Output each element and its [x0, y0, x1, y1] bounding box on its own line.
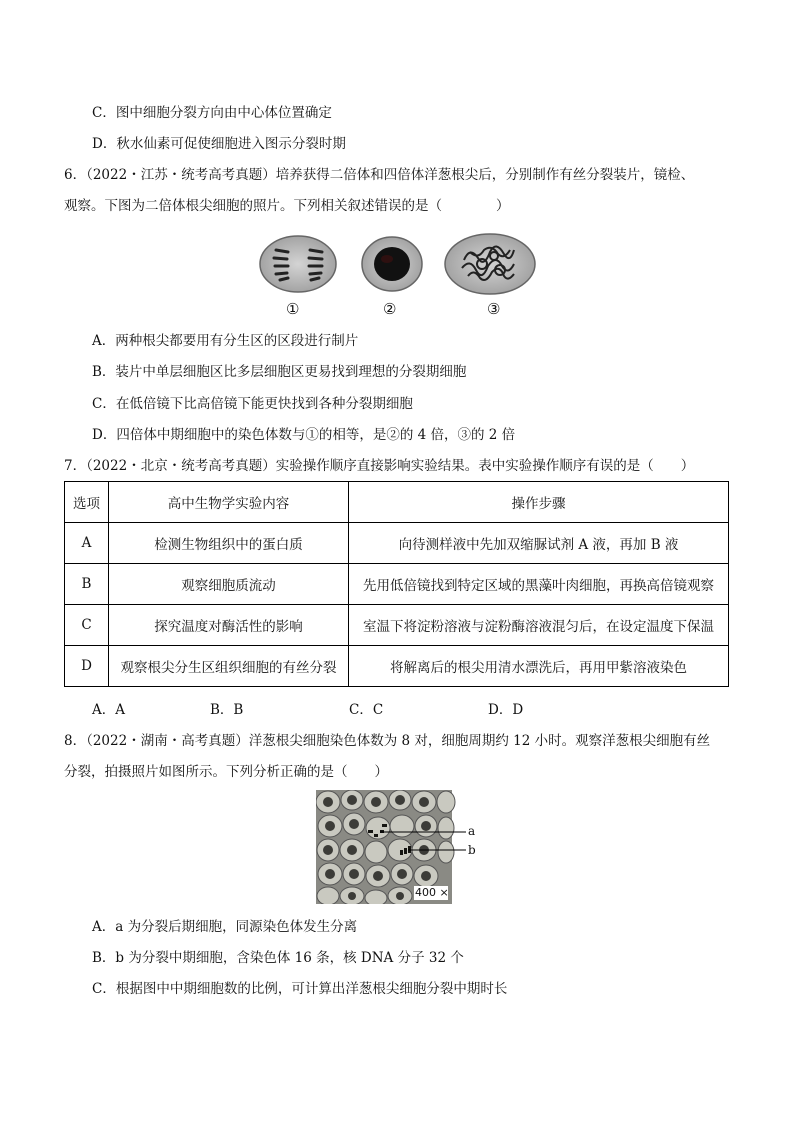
table-cell: 观察细胞质流动	[109, 564, 349, 605]
q8-option-c: C．根据图中中期细胞数的比例，可计算出洋葱根尖细胞分裂中期时长	[92, 981, 508, 997]
q6-option-d: D．四倍体中期细胞中的染色体数与①的相等，是②的 4 倍，③的 2 倍	[92, 427, 516, 443]
q8-onion-root-micrograph	[316, 790, 482, 904]
table-cell: 观察根尖分生区组织细胞的有丝分裂	[109, 646, 349, 687]
table-header: 操作步骤	[349, 482, 729, 523]
q7-choice-b: B．B	[210, 702, 244, 718]
experiment-table	[64, 481, 729, 687]
cell-prophase-image	[445, 234, 535, 294]
table-cell: 探究温度对酶活性的影响	[109, 605, 349, 646]
table-header: 高中生物学实验内容	[109, 482, 349, 523]
table-cell: 检测生物组织中的蛋白质	[109, 523, 349, 564]
q6-option-b: B．装片中单层细胞区比多层细胞区更易找到理想的分裂期细胞	[92, 364, 467, 380]
q7-choice-c: C．C	[349, 702, 384, 718]
figure-label-b: b	[468, 843, 476, 857]
figure-label-1: ①	[286, 300, 300, 318]
table-row	[65, 605, 729, 646]
table-cell: C	[65, 605, 109, 646]
q8-stem-line1: 8．（2022・湖南・高考真题）洋葱根尖细胞染色体数为 8 对，细胞周期约 12 小时。观察洋葱根尖细胞有丝	[64, 733, 711, 749]
q5-option-d: D．秋水仙素可促使细胞进入图示分裂时期	[92, 136, 346, 152]
table-cell: 室温下将淀粉溶液与淀粉酶溶液混匀后，在设定温度下保温	[349, 605, 729, 646]
figure-label-a: a	[468, 824, 476, 838]
table-cell: D	[65, 646, 109, 687]
q7-stem: 7．（2022・北京・统考高考真题）实验操作顺序直接影响实验结果。表中实验操作顺序有误的是（ ）	[64, 458, 695, 474]
q8-stem-line2: 分裂，拍摄照片如图所示。下列分析正确的是（ ）	[64, 764, 388, 780]
table-cell: 将解离后的根尖用清水漂洗后，再用甲紫溶液染色	[349, 646, 729, 687]
figure-label-3: ③	[487, 300, 501, 318]
q6-cell-micrographs	[256, 232, 540, 296]
table-cell: A	[65, 523, 109, 564]
table-cell: 先用低倍镜找到特定区域的黑藻叶肉细胞，再换高倍镜观察	[349, 564, 729, 605]
table-row	[65, 564, 729, 605]
table-header-row	[65, 482, 729, 523]
magnification-label: 400 ×	[415, 886, 449, 899]
table-row	[65, 646, 729, 687]
q8-option-a: A．a 为分裂后期细胞，同源染色体发生分离	[92, 919, 358, 935]
q6-stem-line2: 观察。下图为二倍体根尖细胞的照片。下列相关叙述错误的是（ ）	[64, 198, 510, 214]
q7-choice-d: D．D	[488, 702, 524, 718]
table-cell: 向待测样液中先加双缩脲试剂 A 液，再加 B 液	[349, 523, 729, 564]
q6-option-a: A．两种根尖都要用有分生区的区段进行制片	[92, 333, 359, 349]
q6-stem-line1: 6．（2022・江苏・统考高考真题）培养获得二倍体和四倍体洋葱根尖后，分别制作有丝分裂装片，镜检、	[64, 167, 695, 183]
figure-label-2: ②	[383, 300, 397, 318]
q8-option-b: B．b 为分裂中期细胞，含染色体 16 条，核 DNA 分子 32 个	[92, 950, 464, 966]
cell-anaphase-image	[260, 236, 336, 292]
q6-option-c: C．在低倍镜下比高倍镜下能更快找到各种分裂期细胞	[92, 396, 413, 412]
table-header: 选项	[65, 482, 109, 523]
table-row	[65, 523, 729, 564]
table-cell: B	[65, 564, 109, 605]
q7-choice-a: A．A	[92, 702, 125, 718]
cell-interphase-image	[362, 237, 422, 291]
q5-option-c: C．图中细胞分裂方向由中心体位置确定	[92, 105, 332, 121]
